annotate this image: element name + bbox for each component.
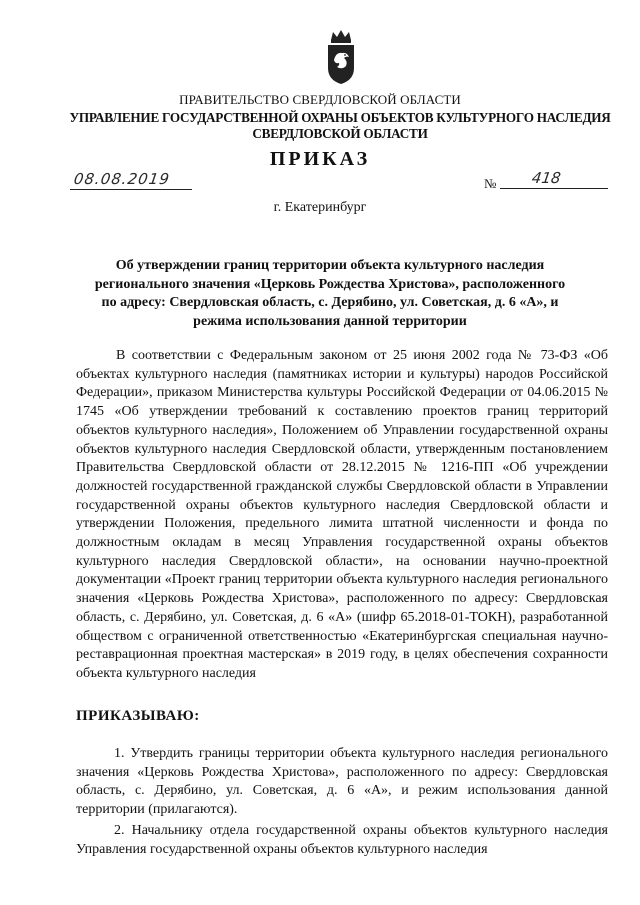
government-name: ПРАВИТЕЛЬСТВО СВЕРДЛОВСКОЙ ОБЛАСТИ: [179, 92, 461, 107]
number-label: №: [484, 176, 497, 191]
preamble-paragraph: В соответствии с Федеральным законом от 25 июня 2002 года № 73-ФЗ «Об объектах культурного наследия (памятниках истории и культуры) народов Российской Федерации», приказом Министерства культуры Российской Федерации от 04.06.2015 № 1745 «Об утверждении требований к составлению проектов границ территорий объектов культурного наследия», Положением об Управлении государственной охраны объектов культурного наследия Свердловской области, утвержденным постановлением Правительства Свердловской области от 28.12.2015 № 1216-ПП «Об учреждении должностей государственной гражданской службы Свердловской области в Управлении государственной охраны объектов культурного наследия Свердловской области и утверждении Положения, предельного лимита штатной численности и фонда по должностным окладам в месяц Управления государственной охраны объектов культурного наследия Свердловской области», на основании научно-проектной документации «Проект границ территории объекта культурного наследия регионального значения «Церковь Рождества Христова», расположенного по адресу: Свердловская область, с. Дерябино, ул. Советская, д. 6 «А» (шифр 65.2018-01-ТОКН), разработанной обществом с ограниченной ответственностью «Екатеринбургская специальная научно-реставрационная проектная мастерская» в 2019 году, в целях обеспечения сохранности объекта культурного наследия: [76, 348, 608, 681]
document-subject: Об утверждении границ территории объекта культурного наследия регионального значения «Церковь Рождества Христова», расположенного по адресу: Свердловская область, с. Дерябино, ул. Советская, д. 6 «А», и режима использования данной территории: [94, 258, 566, 329]
coat-of-arms-icon: [322, 28, 360, 86]
city-line: г. Екатеринбург: [273, 200, 367, 215]
command-heading: ПРИКАЗЫВАЮ:: [76, 708, 200, 724]
department-name: УПРАВЛЕНИЕ ГОСУДАРСТВЕННОЙ ОХРАНЫ ОБЪЕКТОВ КУЛЬТУРНОГО НАСЛЕДИЯ СВЕРДЛОВСКОЙ ОБЛАСТИ: [69, 110, 611, 141]
number-field: [500, 170, 608, 189]
order-item: 2. Начальнику отдела государственной охраны объектов культурного наследия Управления государственной охраны объектов культурного наследия: [76, 823, 608, 857]
date-field: [70, 171, 192, 190]
handwritten-number: 418: [530, 169, 562, 187]
handwritten-date: 08.08.2019: [72, 170, 172, 188]
order-item: 1. Утвердить границы территории объекта культурного наследия регионального значения «Церковь Рождества Христова», расположенного по адресу: Свердловская область, с. Дерябино, ул. Советская, д. 6 «А», и режим использования данной территории (прилагаются).: [76, 746, 608, 818]
document-type-title: ПРИКАЗ: [269, 148, 371, 170]
